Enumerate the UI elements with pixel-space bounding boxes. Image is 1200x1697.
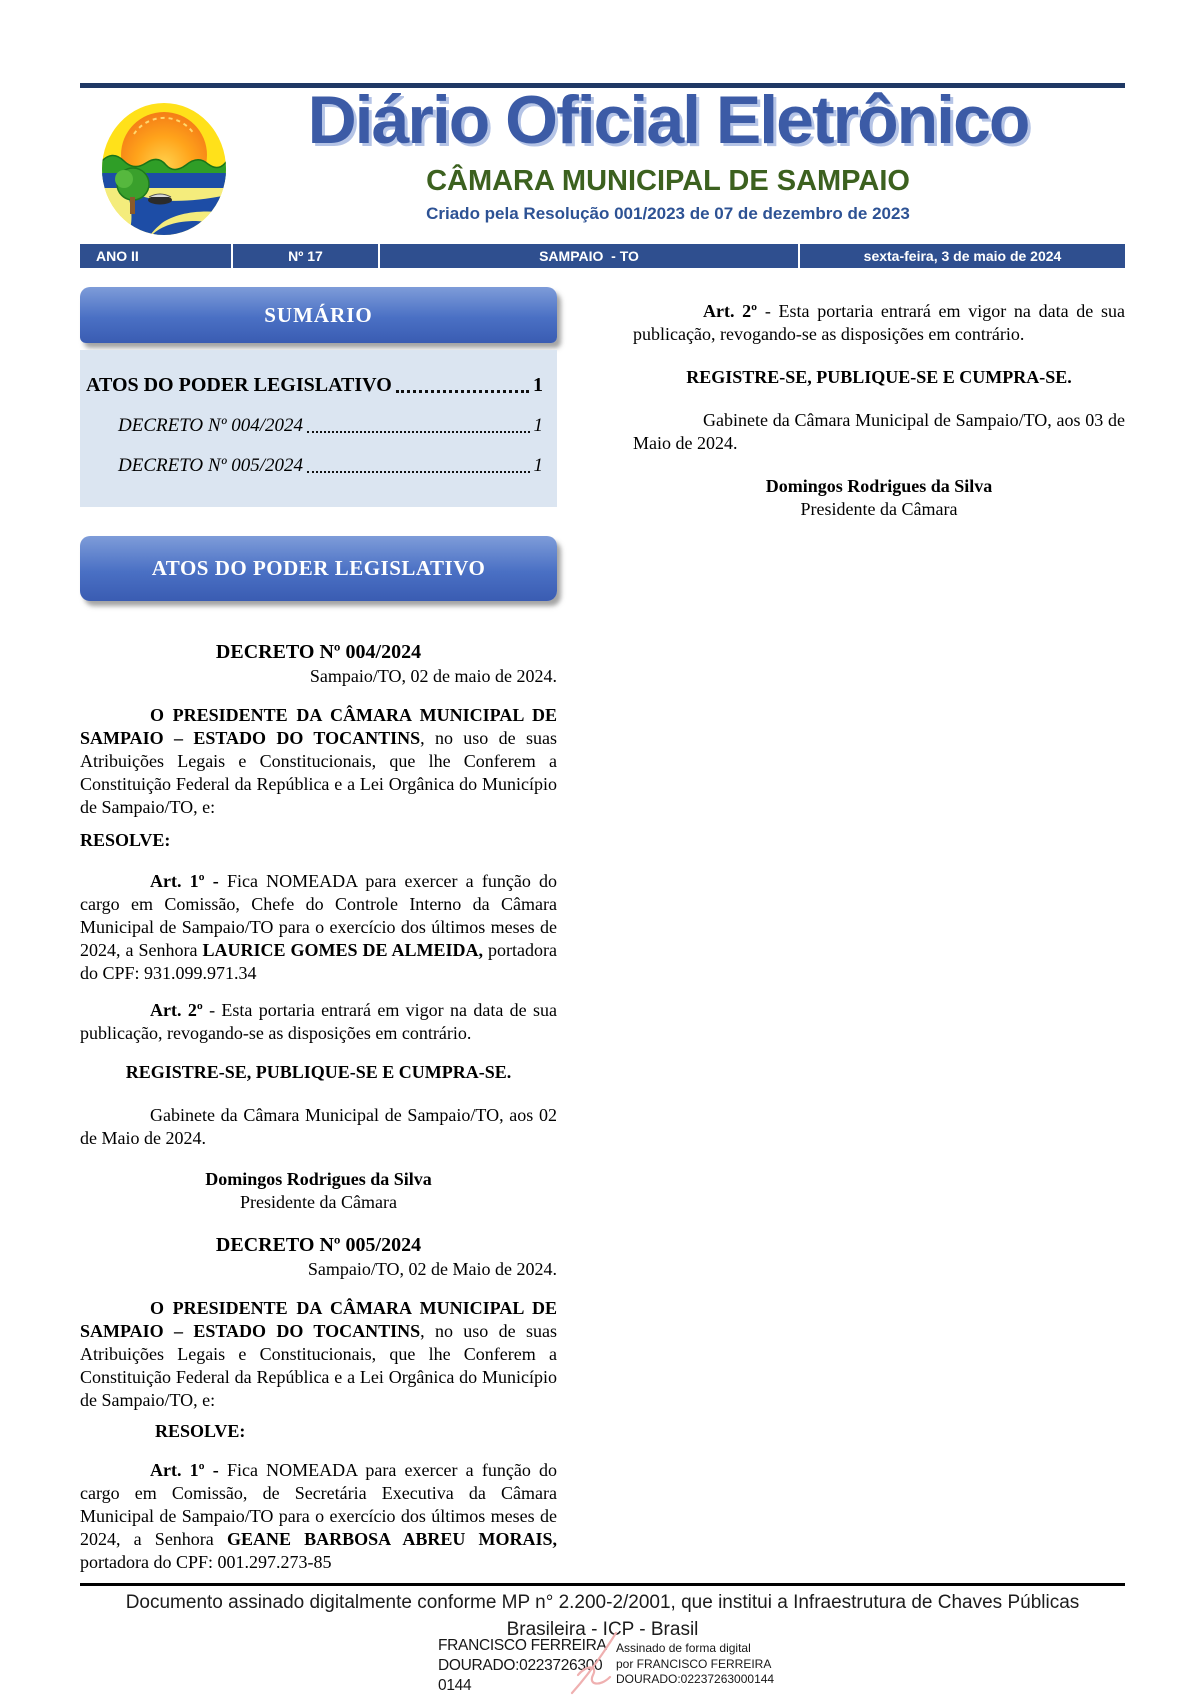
decreto-004-art2 (80, 999, 557, 1045)
text-run: LAURICE GOMES DE ALMEIDA, (202, 940, 484, 960)
edition-meta-bar (80, 244, 1125, 268)
summary-body (80, 350, 557, 507)
decreto-005-resolve: RESOLVE: (155, 1421, 246, 1441)
decreto-004-preamble (80, 704, 557, 819)
text-run: Fica NOMEADA para exercer a função do cargo em Comissão, de Secretária Executiva da Câmara Municipal de Sampaio/TO para o exercício dos últimos meses de 2024, a Senhora (80, 1460, 558, 1549)
organization-name: CÂMARA MUNICIPAL DE SAMPAIO (426, 165, 910, 198)
signature-detail-line: DOURADO:02237263000144 (616, 1672, 775, 1686)
toc-page-number: 1 (533, 455, 543, 476)
decreto-004-title: DECRETO Nº 004/2024 (215, 641, 422, 663)
decreto-005-registre: REGISTRE-SE, PUBLIQUE-SE E CUMPRA-SE. (686, 367, 1072, 387)
text-run: Art. 1º - (150, 1460, 227, 1480)
decreto-005-dateline: Sampaio/TO, 02 de Maio de 2024. (307, 1259, 557, 1279)
toc-page-number: 1 (533, 374, 543, 396)
signature-detail-text (616, 1641, 774, 1688)
certificate-name-line: FRANCISCO FERREIRA (438, 1637, 607, 1654)
masthead (228, 82, 1108, 224)
toc-entry (86, 415, 543, 437)
right-column (633, 300, 1125, 521)
decreto-004-registre: REGISTRE-SE, PUBLIQUE-SE E CUMPRA-SE. (125, 1062, 512, 1082)
municipal-landscape-logo-icon (100, 101, 228, 238)
decreto-004-signer-role: Presidente da Câmara (240, 1192, 397, 1212)
certificate-name-line: 0144 (438, 1677, 472, 1694)
text-run: Art. 1º - (150, 871, 227, 891)
gazette-title: Diário Oficial Eletrônico (307, 82, 1029, 158)
decreto-005-preamble (80, 1297, 557, 1412)
certificate-name-line: DOURADO:0223726300 (438, 1657, 603, 1674)
text-run: GEANE BARBOSA ABREU MORAIS, (226, 1529, 557, 1549)
signature-notice-line1: Documento assinado digitalmente conforme MP n° 2.200-2/2001, que institui a Infraestrutura de Chaves Públicas (125, 1592, 1080, 1613)
toc-leader-dots (307, 471, 530, 473)
summary-header: SUMÁRIO (80, 287, 557, 343)
summary-box (80, 287, 557, 507)
creation-note: Criado pela Resolução 001/2023 de 07 de dezembro de 2023 (426, 204, 910, 224)
footer-divider-rule (80, 1583, 1125, 1586)
text-run: - Esta portaria entrará em vigor na data de sua publicação, revogando-se as disposições em contrário. (633, 301, 1125, 344)
toc-entry (86, 455, 543, 477)
text-run: Art. 2º (703, 301, 758, 321)
toc-label: ATOS DO PODER LEGISLATIVO (86, 374, 392, 396)
section-banner: ATOS DO PODER LEGISLATIVO (80, 536, 557, 601)
toc-page-number: 1 (533, 415, 543, 436)
decreto-004-article (80, 639, 557, 1574)
toc-leader-dots (307, 431, 530, 433)
toc-leader-dots (396, 390, 529, 393)
left-column (80, 287, 557, 1574)
decreto-005-signer-role: Presidente da Câmara (800, 499, 958, 519)
signature-notice-line2: Brasileira - ICP - Brasil (506, 1619, 699, 1640)
toc-label: DECRETO Nº 005/2024 (118, 455, 303, 476)
text-run: , no uso de suas Atribuições Legais e Constitucionais, que lhe Conferem a Constituição Federal da República e a Lei Orgânica do Município de Sampaio/TO, e: (80, 1321, 557, 1410)
decreto-005-art2 (633, 300, 1125, 346)
signature-flourish-icon (566, 1631, 622, 1697)
text-run: Fica NOMEADA para exercer a função do cargo em Comissão, Chefe do Controle Interno da Câmara Municipal de Sampaio/TO para o exercício dos últimos meses de 2024, a Senhora (80, 871, 558, 960)
toc-label: DECRETO Nº 004/2024 (118, 415, 303, 436)
text-run: - Esta portaria entrará em vigor na data de sua publicação, revogando-se as disposições em contrário. (80, 1000, 557, 1043)
meta-edition-number: Nº 17 (231, 244, 378, 268)
text-run: Art. 2º (150, 1000, 203, 1020)
text-run: O PRESIDENTE DA CÂMARA MUNICIPAL DE SAMPAIO – ESTADO DO TOCANTINS (80, 705, 557, 748)
decreto-004-art1 (80, 870, 557, 985)
decreto-004-dateline: Sampaio/TO, 02 de maio de 2024. (309, 666, 557, 686)
decreto-005-signer-name: Domingos Rodrigues da Silva (765, 476, 993, 496)
text-run: portadora do CPF: 001.297.273-85 (80, 1552, 332, 1572)
signature-detail-line: Assinado de forma digital (616, 1641, 751, 1655)
text-run: portadora do CPF: 931.099.971.34 (80, 940, 557, 983)
toc-entry (86, 374, 543, 397)
signature-detail-line: por FRANCISCO FERREIRA (616, 1656, 772, 1671)
decreto-005-gabinete: Gabinete da Câmara Municipal de Sampaio/TO, aos 03 de Maio de 2024. (633, 410, 1125, 453)
decreto-004-gabinete: Gabinete da Câmara Municipal de Sampaio/TO, aos 02 de Maio de 2024. (80, 1105, 557, 1148)
decreto-005-title: DECRETO Nº 005/2024 (215, 1234, 422, 1256)
meta-year: ANO II (96, 248, 139, 264)
decreto-005-art1 (80, 1459, 557, 1574)
decreto-004-signer-name: Domingos Rodrigues da Silva (205, 1169, 432, 1189)
text-run: , no uso de suas Atribuições Legais e Constitucionais, que lhe Conferem a Constituição Federal da República e a Lei Orgânica do Município de Sampaio/TO, e: (80, 728, 557, 817)
meta-city: SAMPAIO - TO (378, 244, 798, 268)
text-run: O PRESIDENTE DA CÂMARA MUNICIPAL DE SAMPAIO – ESTADO DO TOCANTINS (80, 1298, 557, 1341)
decreto-005-continuation (633, 300, 1125, 521)
meta-date: sexta-feira, 3 de maio de 2024 (798, 244, 1125, 268)
decreto-004-resolve: RESOLVE: (80, 830, 171, 850)
